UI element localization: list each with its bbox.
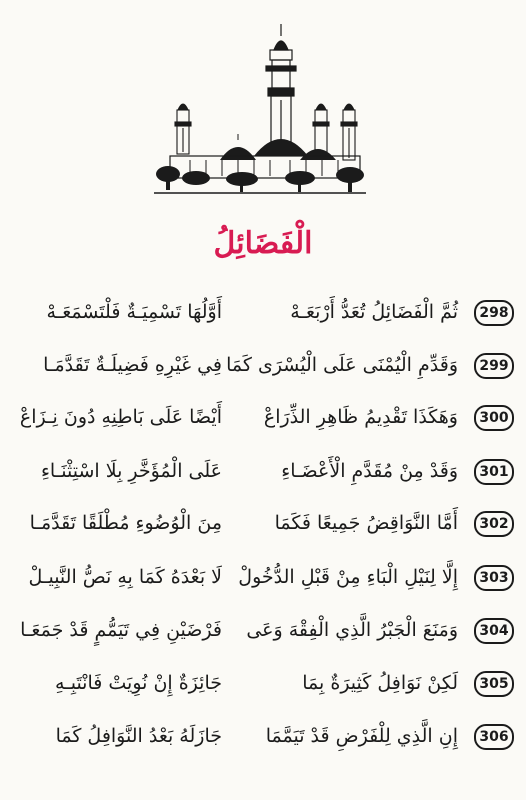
verse-number: 299 [474,353,514,379]
verse-second-hemistich: أَيْضًا عَلَى بَاطِنِهِ دُونَ نِـزَاعْ [19,406,222,428]
verse-second-hemistich: مِنَ الْوُضُوءِ مُطْلَقًا تَقَدَّمَـا [29,512,222,534]
mosque-illustration [150,22,370,197]
verse-first-hemistich: أَمَّا النَّوَاقِضُ جَمِيعًا فَكَمَا [274,512,458,534]
verse-second-hemistich: جَائِزَةٌ إِنْ نُوِيَتْ فَانْتَبِـهِ [54,672,222,694]
verse-first-hemistich: لَكِنْ نَوَافِلُ كَثِيرَةٌ بِمَا [302,672,458,694]
verse-second-hemistich: لَا بَعْدَهُ كَمَا بِهِ نَصُّ النَّبِيـلْ [28,566,222,588]
verse-number: 303 [474,565,514,591]
verse-number: 305 [474,671,514,697]
verse [14,452,514,492]
verse-first-hemistich: وَقَدْ مِنْ مُقَدَّمِ الْأَعْضَـاءِ [281,460,458,482]
verse-number: 302 [474,511,514,537]
verse-number: 298 [474,300,514,326]
verse [14,398,514,438]
verse-first-hemistich: إِنِ الَّذِي لِلْفَرْضِ قَدْ تَيَمَّمَا [265,725,458,747]
verse-second-hemistich: عَلَى الْمُؤَخَّرِ بِلَا اسْتِثْنَـاءِ [41,460,222,482]
verse-number: 304 [474,618,514,644]
verse-second-hemistich: أَوَّلُهَا تَسْمِيَـةٌ فَلْتَسْمَعَـهْ [46,301,222,323]
verse [14,664,514,704]
verse-first-hemistich: ثُمَّ الْفَضَائِلُ تُعَدُّ أَرْبَعَـهْ [290,301,458,323]
verse [14,558,514,598]
verse-number: 306 [474,724,514,750]
verse-number: 301 [474,459,514,485]
verse [14,504,514,544]
verse-second-hemistich: فِي غَيْرِهِ فَضِيلَـةٌ تَقَدَّمَـا [43,354,222,376]
verse-first-hemistich: وَمَنَعَ الْجَبْرُ الَّذِي الْفِقْهَ وَعَى [246,619,458,641]
verse [14,611,514,651]
section-title: الْفَضَائِلُ [213,226,313,261]
verse [14,717,514,757]
verse-first-hemistich: وَهَكَذَا تَقْدِيمُ ظَاهِرِ الذِّرَاعْ [263,406,458,428]
verse [14,346,514,386]
verse-first-hemistich: وَقَدِّمِ الْيُمْنَى عَلَى الْيُسْرَى كَمَا [226,354,458,376]
verse [14,293,514,333]
verse-second-hemistich: جَازَلَهُ بَعْدُ النَّوَافِلُ كَمَا [55,725,222,747]
verse-first-hemistich: إِلَّا لِنَيْلِ الْبَاءِ مِنْ قَبْلِ الدُّخُولْ [238,566,458,588]
verse-number: 300 [474,405,514,431]
verse-second-hemistich: فَرْضَيْنِ فِي تَيَمُّمٍ قَدْ جَمَعَـا [20,619,222,641]
